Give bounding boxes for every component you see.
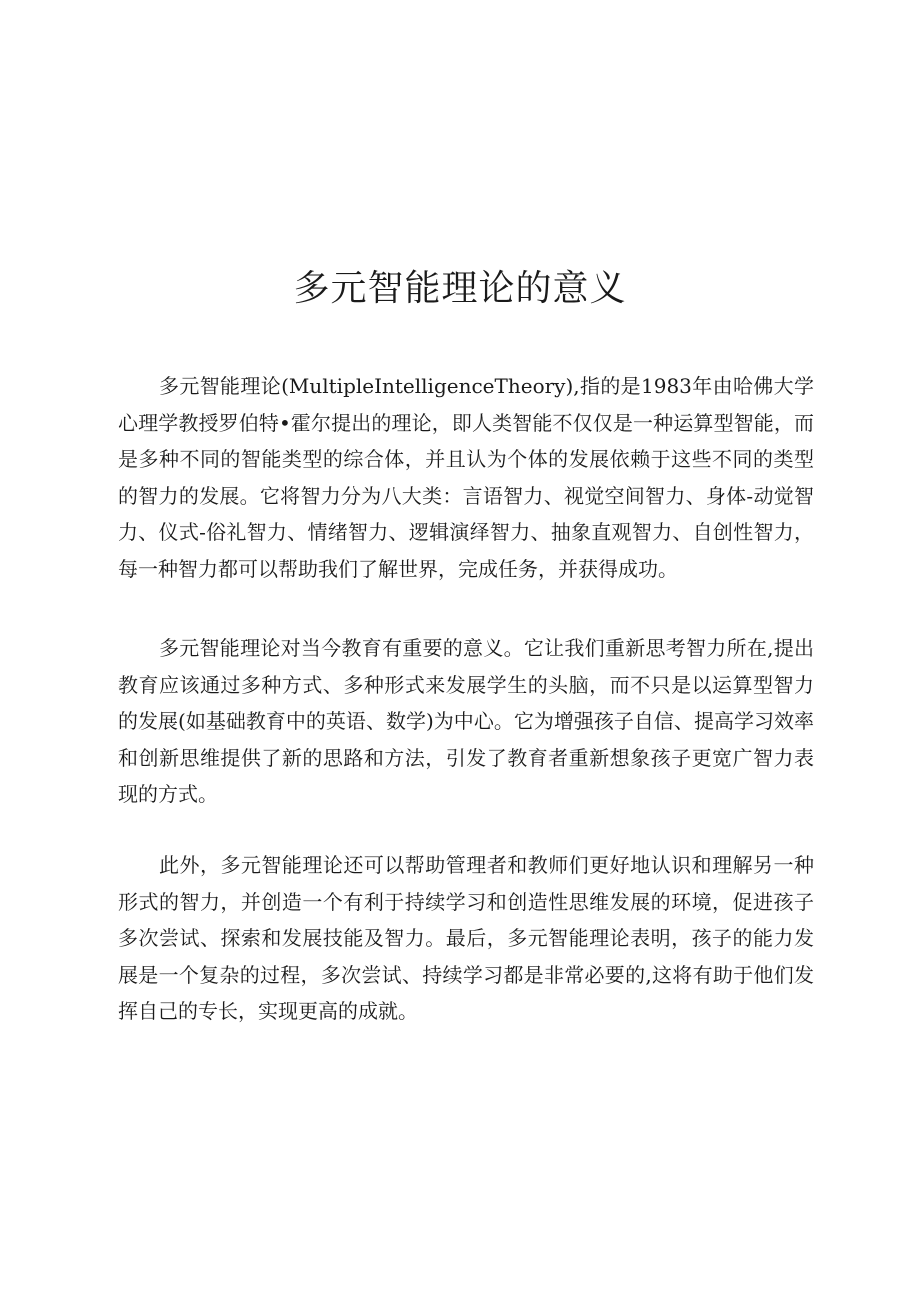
document-title: 多元智能理论的意义 — [293, 268, 627, 309]
paragraph-3: 此外，多元智能理论还可以帮助管理者和教师们更好地认识和理解另一种形式的智力，并创造一个有利于持续学习和创造性思维发展的环境，促进孩子多次尝试、探索和发展技能及智力。最后，多元智能理论表明，孩子的能力发展是一个复杂的过程，多次尝试、持续学习都是非常必要的,这将有助于他们发挥自己的专长，实现更高的成就。 — [118, 853, 814, 1023]
paragraph-1: 多元智能理论(MultipleIntelligenceTheory),指的是1983年由哈佛大学心理学教授罗伯特•霍尔提出的理论，即人类智能不仅仅是一种运算型智能，而是多种不同的智能类型的综合体，并且认为个体的发展依赖于这些不同的类型的智力的发展。它将智力分为八大类：言语智力、视觉空间智力、身体-动觉智力、仪式-俗礼智力、情绪智力、逻辑演绎智力、抽象直观智力、自创性智力，每一种智力都可以帮助我们了解世界，完成任务，并获得成功。 — [118, 374, 814, 581]
paragraph-2: 多元智能理论对当今教育有重要的意义。它让我们重新思考智力所在,提出教育应该通过多种方式、多种形式来发展学生的头脑，而不只是以运算型智力的发展(如基础教育中的英语、数学)为中心。它为增强孩子自信、提高学习效率和创新思维提供了新的思路和方法，引发了教育者重新想象孩子更宽广智力表现的方式。 — [118, 636, 814, 806]
